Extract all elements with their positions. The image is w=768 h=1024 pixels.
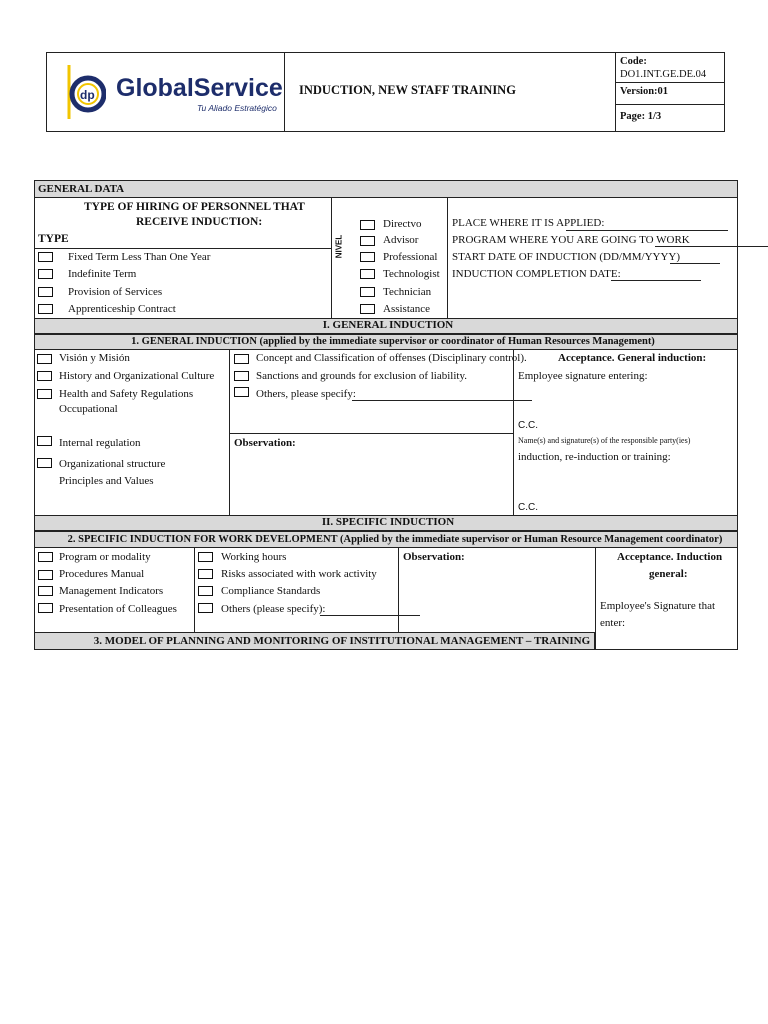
completion-date-label: INDUCTION COMPLETION DATE: bbox=[452, 268, 621, 280]
gi-option-2: Health and Safety Regulations bbox=[59, 388, 194, 400]
general-data-heading: GENERAL DATA bbox=[38, 183, 125, 195]
si2-checkbox-0[interactable] bbox=[198, 552, 213, 562]
code-label: Code: bbox=[620, 56, 647, 67]
si-checkbox-1[interactable] bbox=[38, 570, 53, 580]
gi-checkbox-4[interactable] bbox=[37, 458, 52, 468]
section-3-heading: 3. MODEL OF PLANNING AND MONITORING OF INSTITUTIONAL MANAGEMENT – TRAINING bbox=[93, 635, 591, 647]
company-logo bbox=[64, 56, 283, 128]
section-1-heading: I. GENERAL INDUCTION bbox=[322, 319, 454, 331]
gi2-checkbox-0[interactable] bbox=[234, 354, 249, 364]
gi2-option-2: Others, please specify: bbox=[256, 388, 356, 400]
version-label: Version:01 bbox=[620, 86, 669, 97]
gi-checkbox-2[interactable] bbox=[37, 389, 52, 399]
hiring-title-2: RECEIVE INDUCTION: bbox=[136, 216, 263, 228]
gi-option-4-cont: Principles and Values bbox=[59, 475, 154, 487]
si2-option-0: Working hours bbox=[221, 551, 287, 563]
si2-option-2: Compliance Standards bbox=[221, 585, 321, 597]
gi-checkbox-1[interactable] bbox=[37, 371, 52, 381]
document-title: INDUCTION, NEW STAFF TRAINING bbox=[299, 83, 516, 97]
hiring-title: TYPE OF HIRING OF PERSONNEL THAT bbox=[84, 201, 305, 213]
gi-others-input[interactable] bbox=[352, 400, 532, 401]
si-checkbox-0[interactable] bbox=[38, 552, 53, 562]
si2-option-1: Risks associated with work activity bbox=[221, 568, 377, 580]
si-others-input[interactable] bbox=[320, 615, 420, 616]
level-option-0: Directvo bbox=[383, 218, 422, 230]
logo-mark-icon bbox=[66, 57, 106, 127]
gi2-option-1: Sanctions and grounds for exclusion of liability. bbox=[256, 370, 468, 382]
gi-observation-label: Observation: bbox=[234, 437, 296, 449]
type-checkbox-3[interactable] bbox=[38, 304, 53, 314]
program-label: PROGRAM WHERE YOU ARE GOING TO WORK bbox=[452, 234, 690, 246]
gi-employee-signature: Employee signature entering: bbox=[518, 370, 648, 382]
level-checkbox-1[interactable] bbox=[360, 236, 375, 246]
level-checkbox-0[interactable] bbox=[360, 220, 375, 230]
level-option-3: Technologist bbox=[383, 268, 440, 280]
si2-checkbox-2[interactable] bbox=[198, 586, 213, 596]
si-option-3: Presentation of Colleagues bbox=[59, 603, 177, 615]
gi2-option-0: Concept and Classification of offenses (Disciplinary control). bbox=[256, 352, 527, 364]
si-observation-label: Observation: bbox=[403, 551, 465, 563]
gi-cc-1: C.C. bbox=[518, 420, 538, 431]
si-employee-signature: Employee's Signature that bbox=[600, 600, 716, 612]
place-applied-input[interactable] bbox=[566, 230, 728, 231]
level-checkbox-4[interactable] bbox=[360, 287, 375, 297]
program-input[interactable] bbox=[655, 246, 768, 247]
level-option-4: Technician bbox=[383, 286, 432, 298]
gi-acceptance-title: Acceptance. General induction: bbox=[558, 352, 707, 364]
section-2-subheading: 2. SPECIFIC INDUCTION FOR WORK DEVELOPMENT (Applied by the immediate supervisor or Human Resource Management coordinator) bbox=[67, 534, 723, 545]
logo-tagline: Tu Aliado Estratégico bbox=[197, 103, 277, 113]
si-employee-signature-2: enter: bbox=[600, 617, 626, 629]
gi-option-2-cont: Occupational bbox=[59, 403, 118, 415]
section-1-subheading: 1. GENERAL INDUCTION (applied by the immediate supervisor or coordinator of Human Resources Management) bbox=[131, 336, 655, 347]
nivel-label: NIVEL bbox=[334, 234, 344, 259]
logo-text-service: Service bbox=[193, 74, 283, 102]
logo-text-global: Global bbox=[116, 74, 194, 102]
level-checkbox-2[interactable] bbox=[360, 252, 375, 262]
gi-option-1: History and Organizational Culture bbox=[59, 370, 215, 382]
type-option-1: Indefinite Term bbox=[68, 268, 137, 280]
level-option-5: Assistance bbox=[383, 303, 431, 315]
level-option-2: Professional bbox=[383, 251, 438, 263]
start-date-label: START DATE OF INDUCTION (DD/MM/YYYY) bbox=[452, 251, 681, 263]
gi-responsible-label-2: induction, re-induction or training: bbox=[518, 451, 671, 463]
type-checkbox-2[interactable] bbox=[38, 287, 53, 297]
level-checkbox-3[interactable] bbox=[360, 269, 375, 279]
gi-option-4: Organizational structure bbox=[59, 458, 166, 470]
place-applied-label: PLACE WHERE IT IS APPLIED: bbox=[452, 217, 605, 229]
gi-option-0: Visión y Misión bbox=[59, 352, 130, 364]
start-date-input[interactable] bbox=[670, 263, 720, 264]
si2-option-3: Others (please specify): bbox=[221, 603, 326, 615]
si2-checkbox-3[interactable] bbox=[198, 603, 213, 613]
si2-checkbox-1[interactable] bbox=[198, 569, 213, 579]
gi-option-3: Internal regulation bbox=[59, 437, 141, 449]
section-2-heading: II. SPECIFIC INDUCTION bbox=[321, 516, 455, 528]
si-option-1: Procedures Manual bbox=[59, 568, 145, 580]
gi2-checkbox-2[interactable] bbox=[234, 387, 249, 397]
si-option-0: Program or modality bbox=[59, 551, 151, 563]
gi-checkbox-0[interactable] bbox=[37, 354, 52, 364]
level-checkbox-5[interactable] bbox=[360, 304, 375, 314]
si-acceptance-title: Acceptance. Induction bbox=[617, 551, 723, 563]
level-option-1: Advisor bbox=[383, 234, 419, 246]
type-option-3: Apprenticeship Contract bbox=[68, 303, 176, 315]
si-checkbox-2[interactable] bbox=[38, 586, 53, 596]
page-label: Page: 1/3 bbox=[620, 111, 662, 122]
type-option-0: Fixed Term Less Than One Year bbox=[68, 251, 211, 263]
si-option-2: Management Indicators bbox=[59, 585, 164, 597]
gi-cc-2: C.C. bbox=[518, 502, 538, 513]
type-label: TYPE bbox=[38, 233, 69, 245]
type-option-2: Provision of Services bbox=[68, 286, 163, 298]
gi2-checkbox-1[interactable] bbox=[234, 371, 249, 381]
completion-date-input[interactable] bbox=[611, 280, 701, 281]
type-checkbox-0[interactable] bbox=[38, 252, 53, 262]
code-value: DO1.INT.GE.DE.04 bbox=[620, 69, 707, 80]
si-acceptance-title-2: general: bbox=[649, 568, 688, 580]
gi-checkbox-3[interactable] bbox=[37, 436, 52, 446]
type-checkbox-1[interactable] bbox=[38, 269, 53, 279]
svg-text:dp: dp bbox=[80, 88, 95, 102]
si-checkbox-3[interactable] bbox=[38, 603, 53, 613]
gi-responsible-label: Name(s) and signature(s) of the responsible party(ies) bbox=[518, 436, 691, 445]
